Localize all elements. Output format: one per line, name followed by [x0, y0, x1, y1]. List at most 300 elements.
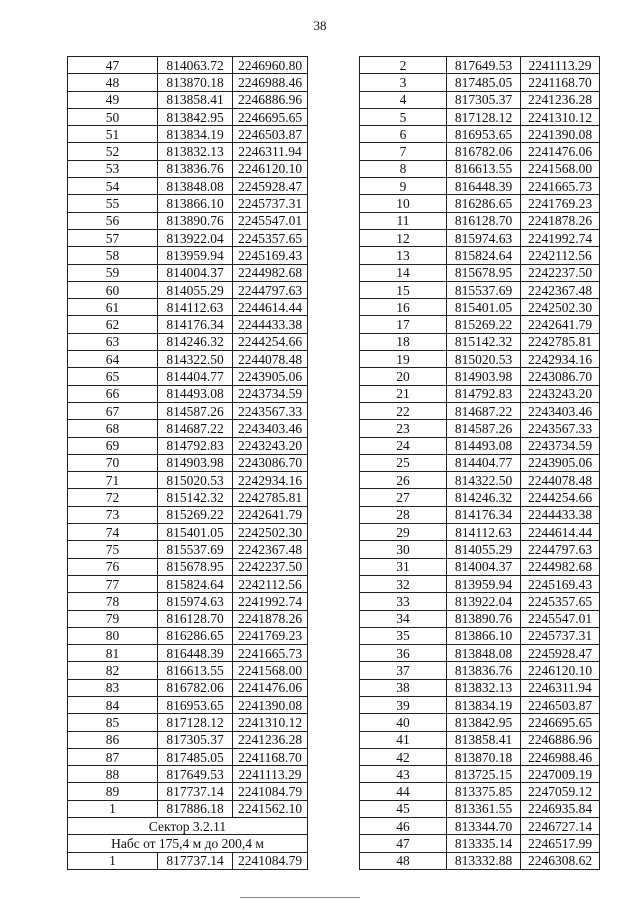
x-coordinate-cell: 813858.41 [447, 731, 521, 748]
x-coordinate-cell: 814004.37 [158, 264, 233, 281]
table-row [68, 714, 308, 731]
x-coordinate-cell: 814792.83 [158, 437, 233, 454]
x-coordinate-cell: 817485.05 [158, 748, 233, 765]
y-coordinate-cell: 2246727.14 [521, 818, 600, 835]
x-coordinate-cell: 813866.10 [158, 195, 233, 212]
table-row [360, 662, 600, 679]
x-coordinate-cell: 815824.64 [158, 575, 233, 592]
x-coordinate-cell: 816613.55 [158, 662, 233, 679]
table-row [68, 57, 308, 74]
x-coordinate-cell: 813332.88 [447, 852, 521, 869]
table-row [360, 57, 600, 74]
point-number-cell: 87 [68, 748, 158, 765]
point-number-cell: 33 [360, 593, 447, 610]
x-coordinate-cell: 816448.39 [158, 645, 233, 662]
table-row [360, 558, 600, 575]
point-number-cell: 46 [360, 818, 447, 835]
table-row [360, 299, 600, 316]
x-coordinate-cell: 814903.98 [158, 454, 233, 471]
coordinates-table-left [67, 56, 308, 870]
y-coordinate-cell: 2246886.96 [233, 91, 308, 108]
table-row [68, 662, 308, 679]
point-number-cell: 30 [360, 541, 447, 558]
table-row [360, 506, 600, 523]
y-coordinate-cell: 2246935.84 [521, 800, 600, 817]
y-coordinate-cell: 2246886.96 [521, 731, 600, 748]
table-row [68, 541, 308, 558]
table-row [360, 160, 600, 177]
point-number-cell: 89 [68, 783, 158, 800]
x-coordinate-cell: 815020.53 [447, 351, 521, 368]
table-row [360, 489, 600, 506]
y-coordinate-cell: 2246988.46 [233, 74, 308, 91]
x-coordinate-cell: 816782.06 [447, 143, 521, 160]
y-coordinate-cell: 2243243.20 [233, 437, 308, 454]
y-coordinate-cell: 2246695.65 [233, 108, 308, 125]
y-coordinate-cell: 2245547.01 [233, 212, 308, 229]
point-number-cell: 61 [68, 299, 158, 316]
x-coordinate-cell: 815537.69 [447, 281, 521, 298]
table-row [360, 316, 600, 333]
point-number-cell: 12 [360, 229, 447, 246]
y-coordinate-cell: 2242502.30 [233, 524, 308, 541]
table-row [68, 160, 308, 177]
x-coordinate-cell: 817737.14 [158, 783, 233, 800]
x-coordinate-cell: 813836.76 [158, 160, 233, 177]
y-coordinate-cell: 2242112.56 [233, 575, 308, 592]
point-number-cell: 23 [360, 420, 447, 437]
y-coordinate-cell: 2241878.26 [233, 610, 308, 627]
y-coordinate-cell: 2243086.70 [233, 454, 308, 471]
x-coordinate-cell: 815269.22 [447, 316, 521, 333]
y-coordinate-cell: 2247009.19 [521, 766, 600, 783]
x-coordinate-cell: 813922.04 [158, 229, 233, 246]
y-coordinate-cell: 2241168.70 [233, 748, 308, 765]
y-coordinate-cell: 2243403.46 [521, 402, 600, 419]
x-coordinate-cell: 813842.95 [447, 714, 521, 731]
x-coordinate-cell: 816448.39 [447, 178, 521, 195]
table-row [68, 575, 308, 592]
x-coordinate-cell: 814004.37 [447, 558, 521, 575]
y-coordinate-cell: 2241878.26 [521, 212, 600, 229]
table-row [68, 437, 308, 454]
y-coordinate-cell: 2243086.70 [521, 368, 600, 385]
point-number-cell: 66 [68, 385, 158, 402]
x-coordinate-cell: 814903.98 [447, 368, 521, 385]
x-coordinate-cell: 814404.77 [447, 454, 521, 471]
y-coordinate-cell: 2242237.50 [233, 558, 308, 575]
point-number-cell: 38 [360, 679, 447, 696]
table-row [360, 91, 600, 108]
point-number-cell: 78 [68, 593, 158, 610]
x-coordinate-cell: 813361.55 [447, 800, 521, 817]
y-coordinate-cell: 2243567.33 [233, 402, 308, 419]
y-coordinate-cell: 2244254.66 [521, 489, 600, 506]
point-number-cell: 70 [68, 454, 158, 471]
table-row [360, 437, 600, 454]
point-number-cell: 75 [68, 541, 158, 558]
table-row [68, 610, 308, 627]
y-coordinate-cell: 2241236.28 [233, 731, 308, 748]
point-number-cell: 41 [360, 731, 447, 748]
table-row [68, 852, 308, 869]
point-number-cell: 21 [360, 385, 447, 402]
y-coordinate-cell: 2246308.62 [521, 852, 600, 869]
point-number-cell: 48 [360, 852, 447, 869]
y-coordinate-cell: 2246311.94 [521, 679, 600, 696]
point-number-cell: 1 [68, 852, 158, 869]
table-row [360, 368, 600, 385]
y-coordinate-cell: 2241168.70 [521, 74, 600, 91]
point-number-cell: 86 [68, 731, 158, 748]
page-number: 38 [313, 18, 327, 33]
table-row [68, 212, 308, 229]
x-coordinate-cell: 814687.22 [447, 402, 521, 419]
y-coordinate-cell: 2242502.30 [521, 299, 600, 316]
y-coordinate-cell: 2246503.87 [521, 696, 600, 713]
table-row [360, 264, 600, 281]
x-coordinate-cell: 813890.76 [447, 610, 521, 627]
point-number-cell: 52 [68, 143, 158, 160]
table-row [360, 610, 600, 627]
point-number-cell: 49 [68, 91, 158, 108]
table-row [360, 783, 600, 800]
table-row [68, 178, 308, 195]
point-number-cell: 35 [360, 627, 447, 644]
point-number-cell: 1 [68, 800, 158, 817]
x-coordinate-cell: 817305.37 [447, 91, 521, 108]
y-coordinate-cell: 2241568.00 [233, 662, 308, 679]
point-number-cell: 39 [360, 696, 447, 713]
point-number-cell: 85 [68, 714, 158, 731]
x-coordinate-cell: 813832.13 [447, 679, 521, 696]
y-coordinate-cell: 2241665.73 [521, 178, 600, 195]
x-coordinate-cell: 814176.34 [158, 316, 233, 333]
table-row [360, 178, 600, 195]
section-header-row [68, 818, 308, 835]
point-number-cell: 17 [360, 316, 447, 333]
point-number-cell: 48 [68, 74, 158, 91]
y-coordinate-cell: 2245737.31 [521, 627, 600, 644]
point-number-cell: 54 [68, 178, 158, 195]
x-coordinate-cell: 815974.63 [447, 229, 521, 246]
table-row [68, 368, 308, 385]
table-row [68, 385, 308, 402]
table-row [360, 472, 600, 489]
x-coordinate-cell: 813922.04 [447, 593, 521, 610]
y-coordinate-cell: 2245357.65 [233, 229, 308, 246]
table-row [360, 385, 600, 402]
table-row [360, 229, 600, 246]
point-number-cell: 13 [360, 247, 447, 264]
x-coordinate-cell: 817649.53 [158, 766, 233, 783]
point-number-cell: 72 [68, 489, 158, 506]
x-coordinate-cell: 814587.26 [158, 402, 233, 419]
point-number-cell: 29 [360, 524, 447, 541]
table-row [68, 143, 308, 160]
point-number-cell: 15 [360, 281, 447, 298]
y-coordinate-cell: 2244078.48 [233, 351, 308, 368]
table-row [360, 212, 600, 229]
y-coordinate-cell: 2244433.38 [521, 506, 600, 523]
table-row [360, 402, 600, 419]
point-number-cell: 63 [68, 333, 158, 350]
table-row [360, 679, 600, 696]
table-row [68, 731, 308, 748]
table-row [360, 247, 600, 264]
y-coordinate-cell: 2243567.33 [521, 420, 600, 437]
point-number-cell: 60 [68, 281, 158, 298]
x-coordinate-cell: 814493.08 [447, 437, 521, 454]
table-row [68, 299, 308, 316]
y-coordinate-cell: 2241390.08 [233, 696, 308, 713]
point-number-cell: 65 [68, 368, 158, 385]
point-number-cell: 51 [68, 126, 158, 143]
y-coordinate-cell: 2241992.74 [521, 229, 600, 246]
x-coordinate-cell: 814493.08 [158, 385, 233, 402]
table-row [68, 558, 308, 575]
y-coordinate-cell: 2242934.16 [521, 351, 600, 368]
y-coordinate-cell: 2243734.59 [233, 385, 308, 402]
y-coordinate-cell: 2246120.10 [521, 662, 600, 679]
table-row [68, 489, 308, 506]
table-row [360, 108, 600, 125]
x-coordinate-cell: 817128.12 [158, 714, 233, 731]
x-coordinate-cell: 814246.32 [447, 489, 521, 506]
table-row [68, 420, 308, 437]
x-coordinate-cell: 815401.05 [158, 524, 233, 541]
coordinates-table-right [359, 56, 600, 870]
table-row [68, 524, 308, 541]
y-coordinate-cell: 2241992.74 [233, 593, 308, 610]
point-number-cell: 62 [68, 316, 158, 333]
y-coordinate-cell: 2245169.43 [233, 247, 308, 264]
x-coordinate-cell: 813842.95 [158, 108, 233, 125]
point-number-cell: 16 [360, 299, 447, 316]
y-coordinate-cell: 2246988.46 [521, 748, 600, 765]
point-number-cell: 71 [68, 472, 158, 489]
table-row [360, 645, 600, 662]
x-coordinate-cell: 813866.10 [447, 627, 521, 644]
point-number-cell: 83 [68, 679, 158, 696]
x-coordinate-cell: 814176.34 [447, 506, 521, 523]
y-coordinate-cell: 2245169.43 [521, 575, 600, 592]
table-row [68, 593, 308, 610]
x-coordinate-cell: 816286.65 [158, 627, 233, 644]
table-row [360, 126, 600, 143]
y-coordinate-cell: 2241665.73 [233, 645, 308, 662]
table-row [68, 748, 308, 765]
y-coordinate-cell: 2241562.10 [233, 800, 308, 817]
y-coordinate-cell: 2242785.81 [521, 333, 600, 350]
x-coordinate-cell: 813834.19 [158, 126, 233, 143]
y-coordinate-cell: 2246517.99 [521, 835, 600, 852]
y-coordinate-cell: 2242785.81 [233, 489, 308, 506]
y-coordinate-cell: 2241769.23 [233, 627, 308, 644]
y-coordinate-cell: 2242112.56 [521, 247, 600, 264]
table-row [68, 506, 308, 523]
point-number-cell: 77 [68, 575, 158, 592]
y-coordinate-cell: 2243905.06 [521, 454, 600, 471]
table-row [68, 351, 308, 368]
y-coordinate-cell: 2241568.00 [521, 160, 600, 177]
point-number-cell: 79 [68, 610, 158, 627]
point-number-cell: 5 [360, 108, 447, 125]
x-coordinate-cell: 813890.76 [158, 212, 233, 229]
point-number-cell: 18 [360, 333, 447, 350]
x-coordinate-cell: 817485.05 [447, 74, 521, 91]
table-row [360, 575, 600, 592]
point-number-cell: 64 [68, 351, 158, 368]
bottom-rule [240, 897, 360, 898]
y-coordinate-cell: 2246695.65 [521, 714, 600, 731]
table-row [68, 766, 308, 783]
x-coordinate-cell: 815678.95 [447, 264, 521, 281]
y-coordinate-cell: 2241476.06 [521, 143, 600, 160]
x-coordinate-cell: 813834.19 [447, 696, 521, 713]
x-coordinate-cell: 815269.22 [158, 506, 233, 523]
point-number-cell: 37 [360, 662, 447, 679]
table-row [360, 593, 600, 610]
x-coordinate-cell: 814587.26 [447, 420, 521, 437]
x-coordinate-cell: 813858.41 [158, 91, 233, 108]
point-number-cell: 82 [68, 662, 158, 679]
table-row [360, 748, 600, 765]
y-coordinate-cell: 2246503.87 [233, 126, 308, 143]
y-coordinate-cell: 2242367.48 [233, 541, 308, 558]
x-coordinate-cell: 814055.29 [447, 541, 521, 558]
point-number-cell: 26 [360, 472, 447, 489]
table-row [360, 333, 600, 350]
point-number-cell: 69 [68, 437, 158, 454]
point-number-cell: 10 [360, 195, 447, 212]
point-number-cell: 80 [68, 627, 158, 644]
point-number-cell: 73 [68, 506, 158, 523]
point-number-cell: 47 [360, 835, 447, 852]
y-coordinate-cell: 2244614.44 [521, 524, 600, 541]
point-number-cell: 9 [360, 178, 447, 195]
y-coordinate-cell: 2241113.29 [521, 57, 600, 74]
point-number-cell: 4 [360, 91, 447, 108]
point-number-cell: 40 [360, 714, 447, 731]
point-number-cell: 74 [68, 524, 158, 541]
point-number-cell: 24 [360, 437, 447, 454]
x-coordinate-cell: 816613.55 [447, 160, 521, 177]
x-coordinate-cell: 817305.37 [158, 731, 233, 748]
x-coordinate-cell: 813848.08 [158, 178, 233, 195]
point-number-cell: 19 [360, 351, 447, 368]
x-coordinate-cell: 813848.08 [447, 645, 521, 662]
point-number-cell: 43 [360, 766, 447, 783]
table-row [360, 696, 600, 713]
y-coordinate-cell: 2241310.12 [521, 108, 600, 125]
y-coordinate-cell: 2241769.23 [521, 195, 600, 212]
x-coordinate-cell: 816128.70 [447, 212, 521, 229]
x-coordinate-cell: 815974.63 [158, 593, 233, 610]
table-row [68, 247, 308, 264]
point-number-cell: 55 [68, 195, 158, 212]
y-coordinate-cell: 2242367.48 [521, 281, 600, 298]
x-coordinate-cell: 815142.32 [158, 489, 233, 506]
x-coordinate-cell: 816128.70 [158, 610, 233, 627]
y-coordinate-cell: 2243403.46 [233, 420, 308, 437]
y-coordinate-cell: 2242641.79 [521, 316, 600, 333]
point-number-cell: 2 [360, 57, 447, 74]
table-row [360, 766, 600, 783]
table-row [68, 679, 308, 696]
x-coordinate-cell: 814792.83 [447, 385, 521, 402]
table-row [68, 402, 308, 419]
y-coordinate-cell: 2244433.38 [233, 316, 308, 333]
y-coordinate-cell: 2246120.10 [233, 160, 308, 177]
x-coordinate-cell: 813344.70 [447, 818, 521, 835]
y-coordinate-cell: 2244982.68 [521, 558, 600, 575]
x-coordinate-cell: 816286.65 [447, 195, 521, 212]
table-row [360, 74, 600, 91]
table-row [360, 627, 600, 644]
y-coordinate-cell: 2241310.12 [233, 714, 308, 731]
table-row [68, 74, 308, 91]
point-number-cell: 58 [68, 247, 158, 264]
point-number-cell: 7 [360, 143, 447, 160]
table-row [68, 229, 308, 246]
table-row [360, 852, 600, 869]
y-coordinate-cell: 2245737.31 [233, 195, 308, 212]
x-coordinate-cell: 813870.18 [447, 748, 521, 765]
point-number-cell: 25 [360, 454, 447, 471]
section-header-row [68, 835, 308, 852]
point-number-cell: 68 [68, 420, 158, 437]
x-coordinate-cell: 813375.85 [447, 783, 521, 800]
x-coordinate-cell: 814055.29 [158, 281, 233, 298]
table-row [68, 783, 308, 800]
x-coordinate-cell: 814246.32 [158, 333, 233, 350]
table-row [360, 195, 600, 212]
point-number-cell: 8 [360, 160, 447, 177]
point-number-cell: 50 [68, 108, 158, 125]
x-coordinate-cell: 815401.05 [447, 299, 521, 316]
y-coordinate-cell: 2241236.28 [521, 91, 600, 108]
table-row [360, 731, 600, 748]
point-number-cell: 67 [68, 402, 158, 419]
table-row [360, 420, 600, 437]
table-row [68, 108, 308, 125]
x-coordinate-cell: 814063.72 [158, 57, 233, 74]
section-title: Сектор 3.2.11 [68, 818, 308, 835]
x-coordinate-cell: 814112.63 [158, 299, 233, 316]
x-coordinate-cell: 817886.18 [158, 800, 233, 817]
point-number-cell: 36 [360, 645, 447, 662]
y-coordinate-cell: 2242237.50 [521, 264, 600, 281]
y-coordinate-cell: 2241113.29 [233, 766, 308, 783]
point-number-cell: 53 [68, 160, 158, 177]
point-number-cell: 32 [360, 575, 447, 592]
y-coordinate-cell: 2244254.66 [233, 333, 308, 350]
x-coordinate-cell: 814322.50 [158, 351, 233, 368]
x-coordinate-cell: 814404.77 [158, 368, 233, 385]
y-coordinate-cell: 2245928.47 [233, 178, 308, 195]
y-coordinate-cell: 2245357.65 [521, 593, 600, 610]
point-number-cell: 20 [360, 368, 447, 385]
x-coordinate-cell: 815020.53 [158, 472, 233, 489]
y-coordinate-cell: 2241476.06 [233, 679, 308, 696]
point-number-cell: 76 [68, 558, 158, 575]
y-coordinate-cell: 2246960.80 [233, 57, 308, 74]
table-row [68, 264, 308, 281]
table-row [68, 627, 308, 644]
point-number-cell: 59 [68, 264, 158, 281]
table-row [68, 696, 308, 713]
